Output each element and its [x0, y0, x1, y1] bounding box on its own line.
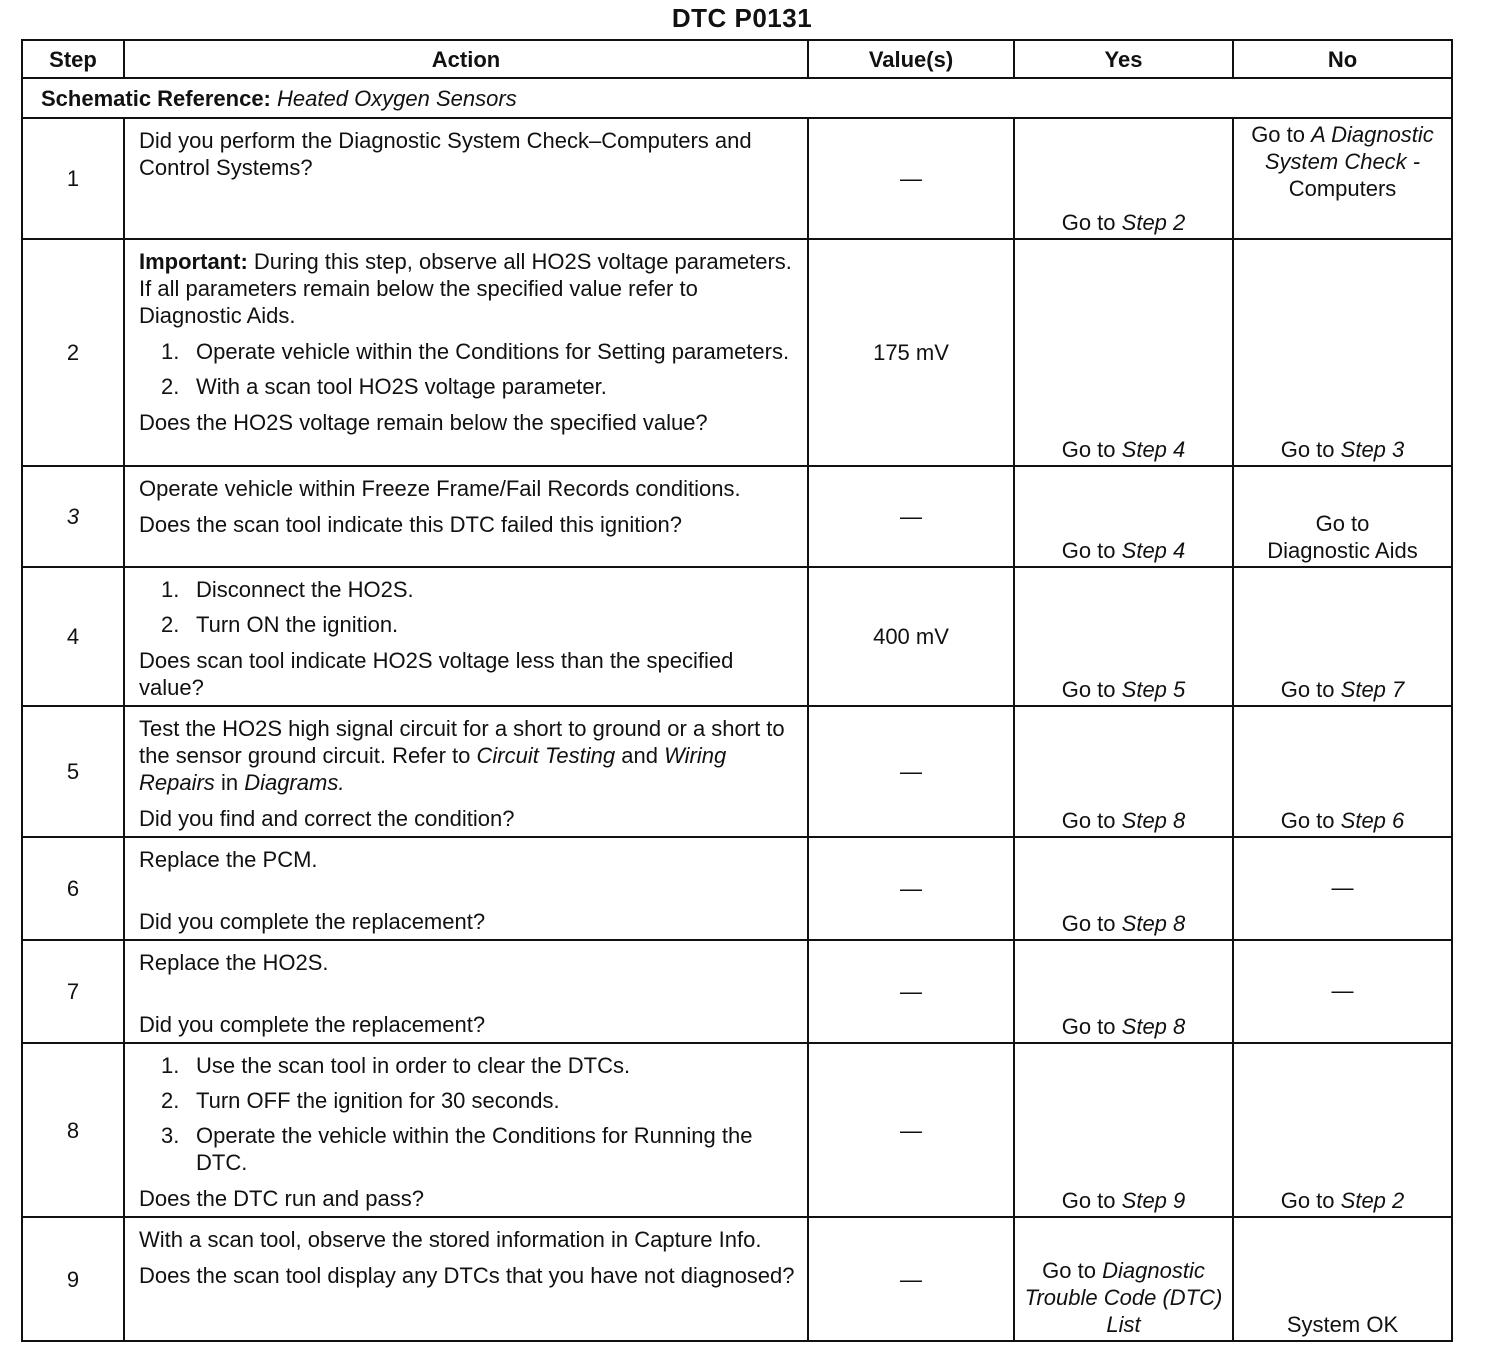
value-cell: —: [808, 940, 1014, 1043]
goto-text: Go to: [1280, 437, 1335, 462]
goto-text: Go to: [1061, 808, 1116, 833]
step-number: 5: [22, 706, 124, 837]
value-cell: —: [808, 837, 1014, 940]
header-no: No: [1233, 40, 1452, 78]
step-link: Step 6: [1340, 808, 1405, 833]
action-question: Does the HO2S voltage remain below the specified value?: [139, 410, 708, 435]
action-text: With a scan tool, observe the stored information in Capture Info.: [139, 1227, 762, 1252]
step-link: Step 4: [1121, 538, 1186, 563]
value-cell: —: [808, 1043, 1014, 1217]
goto-text: Go to: [1280, 808, 1335, 833]
step-link: Step 8: [1121, 911, 1186, 936]
value-cell: —: [808, 1217, 1014, 1341]
step-link: Step 9: [1121, 1188, 1186, 1213]
goto-text: Go to: [1315, 511, 1370, 536]
list-number: 2.: [161, 374, 180, 399]
action-question: Does the DTC run and pass?: [139, 1186, 424, 1211]
no-cell: [1233, 239, 1452, 466]
header-values: Value(s): [808, 40, 1014, 78]
action-question: Does scan tool indicate HO2S voltage less than the specified value?: [139, 648, 734, 700]
goto-text: Go to: [1061, 1014, 1116, 1039]
table-row: [22, 1217, 1452, 1341]
list-text: Use the scan tool in order to clear the DTCs.: [196, 1053, 631, 1078]
table-row: [22, 1043, 1452, 1217]
action-cell: [124, 1217, 808, 1341]
important-text: During this step, observe all HO2S voltage parameters. If all parameters remain below the specified value refer to Diagnostic Aids.: [139, 249, 792, 328]
list-item: [139, 1087, 797, 1114]
no-cell: —: [1233, 940, 1452, 1043]
list-text: Operate the vehicle within the Conditions for Running the DTC.: [196, 1123, 753, 1175]
step-number: 2: [22, 239, 124, 466]
action-list: [139, 1052, 797, 1176]
yes-cell: [1014, 466, 1233, 567]
list-text: Turn OFF the ignition for 30 seconds.: [196, 1088, 560, 1113]
schematic-ref: Heated Oxygen Sensors: [277, 85, 517, 111]
yes-cell: [1014, 239, 1233, 466]
step-number: 3: [22, 466, 124, 567]
action-question: Does the scan tool display any DTCs that you have not diagnosed?: [139, 1263, 795, 1288]
goto-text: Go to: [1280, 1188, 1335, 1213]
no-cell: [1233, 118, 1452, 239]
step-link: Step 8: [1121, 808, 1186, 833]
action-text: [139, 715, 797, 796]
yes-cell: [1014, 1043, 1233, 1217]
no-text: Diagnostic Aids: [1267, 538, 1418, 563]
schematic-row: [22, 78, 1452, 118]
list-number: 1.: [161, 577, 180, 602]
schematic-label: Schematic Reference:: [41, 85, 271, 111]
procedure-link: Diagnostic Trouble Code (DTC) List: [1024, 1258, 1223, 1337]
list-item: [139, 611, 797, 638]
header-step: Step: [22, 40, 124, 78]
step-number: 4: [22, 567, 124, 706]
action-cell: [124, 940, 808, 1043]
value-cell: —: [808, 118, 1014, 239]
yes-cell: [1014, 706, 1233, 837]
list-number: 2.: [161, 612, 180, 637]
action-text: Replace the HO2S.: [139, 950, 329, 975]
step-link: Step 7: [1340, 677, 1405, 702]
action-text: Operate vehicle within Freeze Frame/Fail Records conditions.: [139, 476, 741, 501]
step-number: 1: [22, 118, 124, 239]
list-number: 1.: [161, 1053, 180, 1078]
goto-text: Go to: [1061, 538, 1116, 563]
table-row: [22, 239, 1452, 466]
table-row: [22, 118, 1452, 239]
action-cell: [124, 239, 808, 466]
action-list: [139, 576, 797, 638]
no-cell: [1233, 706, 1452, 837]
important-note: [139, 248, 797, 329]
action-cell: [124, 837, 808, 940]
yes-cell: [1014, 837, 1233, 940]
step-link: Step 2: [1340, 1188, 1405, 1213]
goto-text: Go to: [1061, 911, 1116, 936]
page-title: DTC P0131: [671, 3, 813, 33]
list-text: With a scan tool HO2S voltage parameter.: [196, 374, 607, 399]
list-item: [139, 576, 797, 603]
goto-text: Go to: [1061, 1188, 1116, 1213]
action-question: Does the scan tool indicate this DTC failed this ignition?: [139, 512, 682, 537]
action-cell: [124, 466, 808, 567]
no-cell: —: [1233, 837, 1452, 940]
diagnostic-table: [21, 39, 1453, 1342]
important-label: Important:: [139, 249, 248, 274]
action-text-part: and: [621, 743, 658, 768]
yes-cell: [1014, 118, 1233, 239]
step-link: Step 4: [1121, 437, 1186, 462]
step-link: Step 5: [1121, 677, 1186, 702]
action-text-part: Test the HO2S high signal circuit for a short to ground or a short to the sensor ground circuit. Refer to: [139, 716, 785, 768]
step-link: Step 3: [1340, 437, 1405, 462]
list-item: [139, 338, 797, 365]
list-number: 2.: [161, 1088, 180, 1113]
table-row: [22, 567, 1452, 706]
list-text: Disconnect the HO2S.: [196, 577, 414, 602]
goto-text: Go to: [1061, 677, 1116, 702]
list-text: Turn ON the ignition.: [196, 612, 399, 637]
no-cell: [1233, 567, 1452, 706]
list-number: 3.: [161, 1123, 180, 1148]
procedure-link: A Diagnostic System Check -: [1264, 122, 1434, 174]
header-row: [22, 40, 1452, 78]
list-item: [139, 373, 797, 400]
action-text: Did you perform the Diagnostic System Check–Computers and Control Systems?: [139, 128, 752, 180]
action-question: Did you find and correct the condition?: [139, 806, 515, 831]
value-cell: 400 mV: [808, 567, 1014, 706]
goto-text: Go to: [1280, 677, 1335, 702]
value-cell: —: [808, 706, 1014, 837]
table-row: [22, 706, 1452, 837]
schematic-reference: [22, 78, 1452, 118]
yes-cell: [1014, 567, 1233, 706]
action-text-part: in: [220, 770, 239, 795]
action-cell: [124, 1043, 808, 1217]
step-number: 7: [22, 940, 124, 1043]
action-question: Did you complete the replacement?: [139, 1012, 486, 1037]
action-cell: [124, 118, 808, 239]
table-row: [22, 466, 1452, 567]
header-action: Action: [124, 40, 808, 78]
step-link: Step 2: [1121, 210, 1186, 235]
list-number: 1.: [161, 339, 180, 364]
reference-link: Circuit Testing: [476, 743, 616, 768]
goto-text: Go to: [1042, 1258, 1096, 1283]
list-item: [139, 1122, 797, 1176]
action-question: Did you complete the replacement?: [139, 909, 486, 934]
step-link: Step 8: [1121, 1014, 1186, 1039]
step-number: 6: [22, 837, 124, 940]
reference-link: Diagrams.: [244, 770, 345, 795]
goto-text: Go to: [1061, 210, 1116, 235]
action-cell: [124, 706, 808, 837]
goto-text: Go to: [1061, 437, 1116, 462]
goto-text: Go to: [1251, 122, 1305, 147]
action-list: [139, 338, 797, 400]
no-cell: [1233, 1043, 1452, 1217]
yes-cell: [1014, 940, 1233, 1043]
value-cell: 175 mV: [808, 239, 1014, 466]
table-row: [22, 940, 1452, 1043]
no-text: Computers: [1288, 176, 1397, 201]
step-number: 9: [22, 1217, 124, 1341]
list-text: Operate vehicle within the Conditions for Setting parameters.: [196, 339, 790, 364]
header-yes: Yes: [1014, 40, 1233, 78]
step-number: 8: [22, 1043, 124, 1217]
value-cell: —: [808, 466, 1014, 567]
list-item: [139, 1052, 797, 1079]
table-row: [22, 837, 1452, 940]
reference-link: Wiring Repairs: [139, 743, 727, 795]
yes-cell: [1014, 1217, 1233, 1341]
no-cell: System OK: [1233, 1217, 1452, 1341]
action-cell: [124, 567, 808, 706]
action-text: Replace the PCM.: [139, 847, 318, 872]
no-cell: [1233, 466, 1452, 567]
